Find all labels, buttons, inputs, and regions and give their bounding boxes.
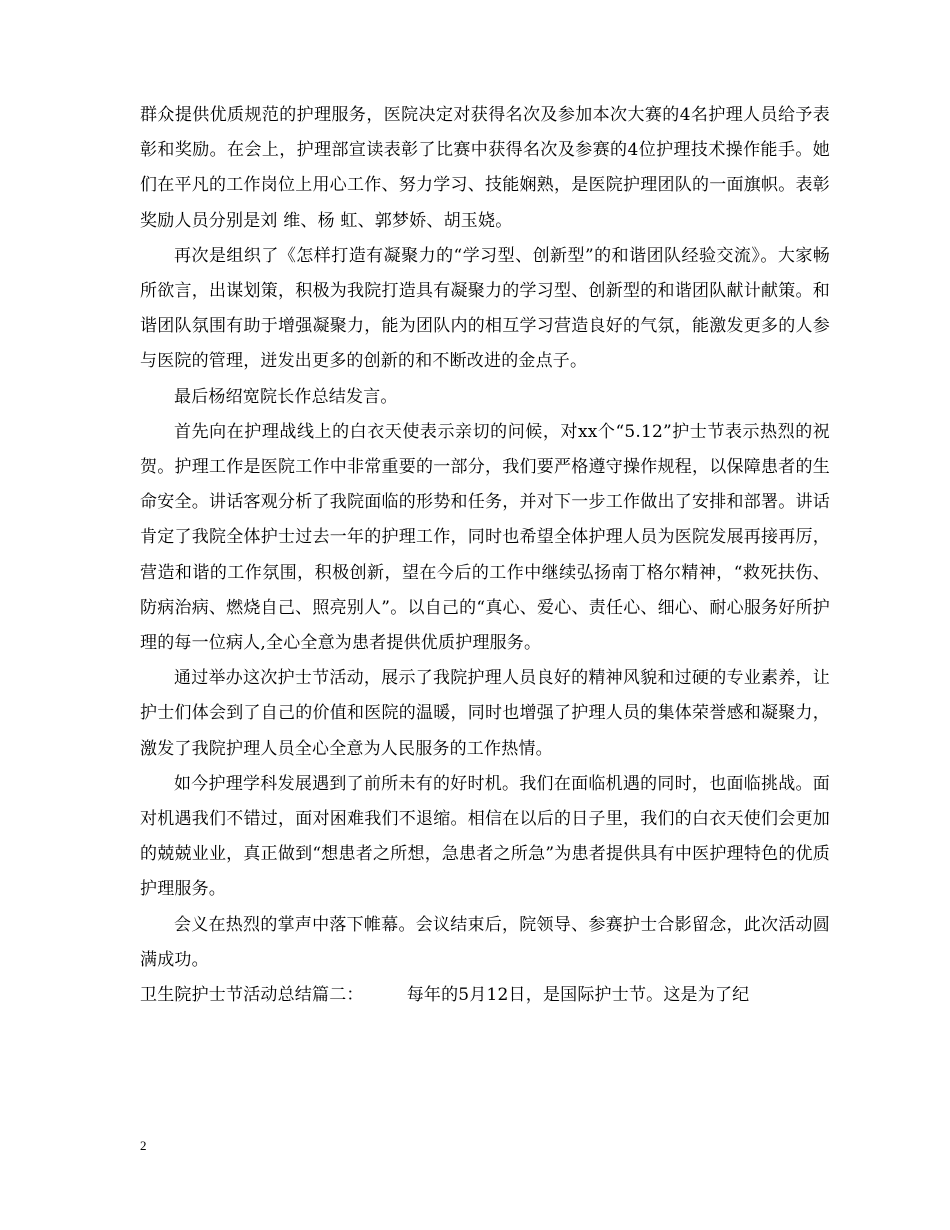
- paragraph-6: 如今护理学科发展遇到了前所未有的好时机。我们在面临机遇的同时，也面临挑战。面对机遇我们不错过，面对困难我们不退缩。相信在以后的日子里，我们的白衣天使们会更加的兢兢业业，真正做到“想患者之所想，急患者之所急”为患者提供具有中医护理特色的优质护理服务。: [140, 773, 830, 900]
- paragraph-7: 会义在热烈的掌声中落下帷幕。会议结束后，院领导、参赛护士合影留念，此次活动圆满成功。: [140, 914, 830, 970]
- paragraph-1: 群众提供优质规范的护理服务，医院决定对获得名次及参加本次大赛的4名护理人员给予表彰和奖励。在会上，护理部宣读表彰了比赛中获得名次及参赛的4位护理技术操作能手。她们在平凡的工作岗位上用心工作、努力学习、技能娴熟，是医院护理团队的一面旗帜。表彰奖励人员分别是刘 维、杨 虹、郭梦娇、胡玉娆。: [140, 105, 830, 231]
- document-body: [140, 98, 830, 1013]
- page-number: 2: [140, 1138, 147, 1153]
- paragraph-4: 首先向在护理战线上的白衣天使表示亲切的问候，对xx个“5.12”护士节表示热烈的祝贺。护理工作是医院工作中非常重要的一部分，我们要严格遵守操作规程，以保障患者的生命安全。讲话客观分析了我院面临的形势和任务，并对下一步工作做出了安排和部署。讲话肯定了我院全体护士过去一年的护理工作，同时也希望全体护理人员为医院发展再接再厉，营造和谐的工作氛围，积极创新，望在今后的工作中继续弘扬南丁格尔精神，“救死扶伤、防病治病、燃烧自己、照亮别人”。以自己的“真心、爱心、责任心、细心、耐心服务好所护理的每一位病人,全心全意为患者提供优质护理服务。: [140, 421, 830, 654]
- paragraph-5: 通过举办这次护士节活动，展示了我院护理人员良好的精神风貌和过硬的专业素养，让护士们体会到了自己的价值和医院的温暖，同时也增强了护理人员的集体荣誉感和凝聚力，激发了我院护理人员全心全意为人民服务的工作热情。: [140, 668, 830, 759]
- paragraph-3: 最后杨绍宽院长作总结发言。: [174, 386, 398, 407]
- section-heading-line: 卫生院护士节活动总结篇二： 每年的5月12日，是国际护士节。这是为了纪: [140, 985, 750, 1006]
- paragraph-2: 再次是组织了《怎样打造有凝聚力的“学习型、创新型”的和谐团队经验交流》。大家畅所欲言，出谋划策，积极为我院打造具有凝聚力的学习型、创新型的和谐团队献计献策。和谐团队氛围有助于增强凝聚力，能为团队内的相互学习营造良好的气氛，能激发更多的人参与医院的管理，迸发出更多的创新的和不断改进的金点子。: [140, 245, 830, 372]
